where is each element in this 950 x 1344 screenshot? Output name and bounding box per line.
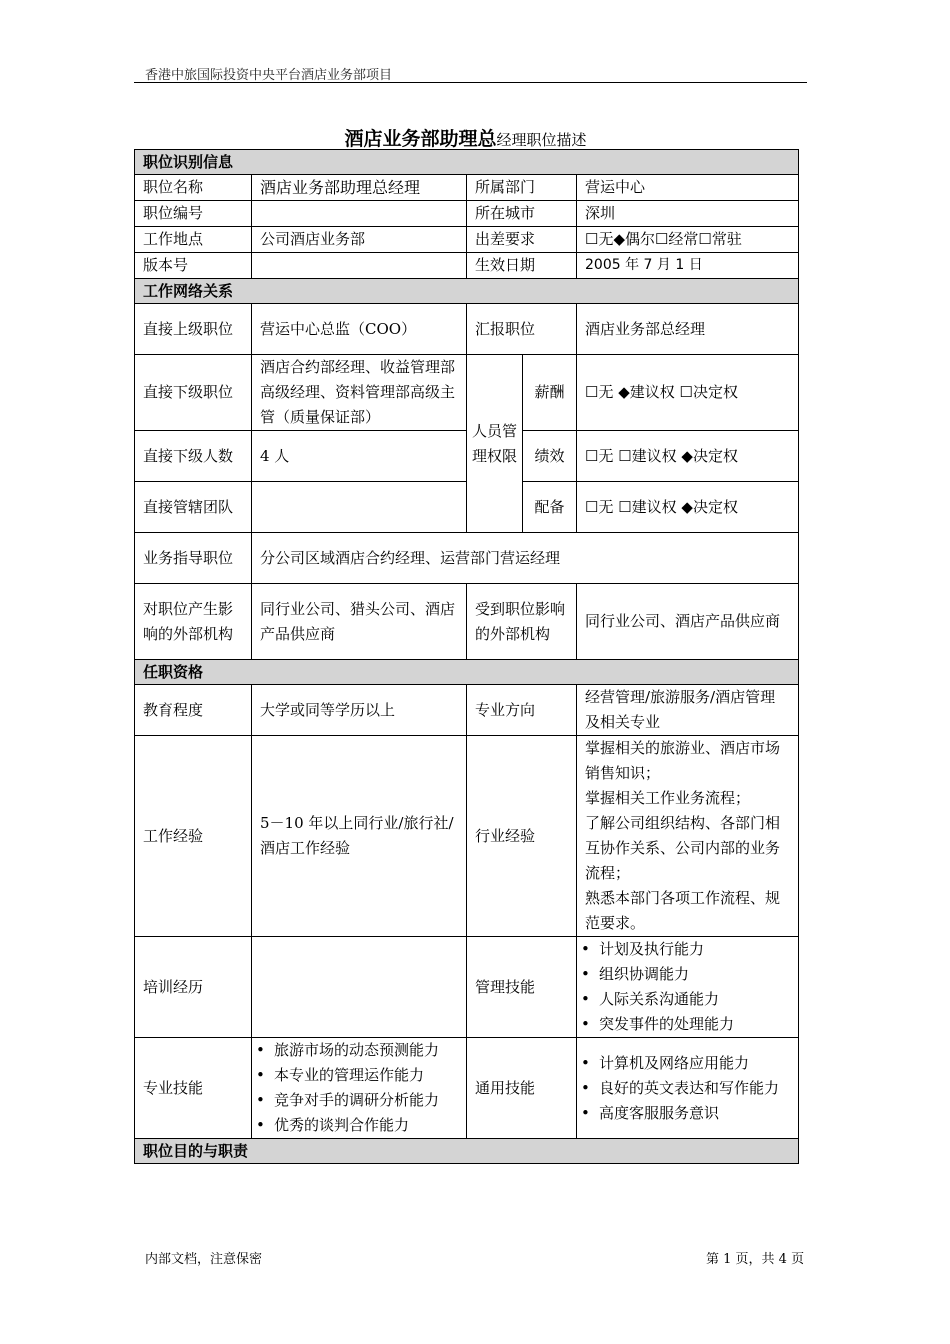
value-salary: ☐无 ◆建议权 ☐决定权 — [577, 355, 799, 431]
label-report-to: 汇报职位 — [467, 304, 577, 355]
label-work-experience: 工作经验 — [135, 736, 252, 937]
list-item: • 计算机及网络应用能力 — [581, 1051, 790, 1076]
title-normal: 经理职位描述 — [496, 131, 587, 149]
value-work-location: 公司酒店业务部 — [252, 227, 467, 253]
label-direct-subordinate: 直接下级职位 — [135, 355, 252, 431]
list-item: • 竞争对手的调研分析能力 — [256, 1088, 458, 1113]
footer-confidential: 内部文档，注意保密 — [145, 1252, 263, 1267]
document-title — [134, 124, 797, 151]
list-item: • 本专业的管理运作能力 — [256, 1063, 458, 1088]
label-effective-date: 生效日期 — [467, 253, 577, 279]
industry-experience-line: 熟悉本部门各项工作流程、规范要求。 — [585, 889, 781, 932]
value-version — [252, 253, 467, 279]
label-department: 所属部门 — [467, 175, 577, 201]
page-header: 香港中旅国际投资中央平台酒店业务部项目 — [145, 68, 393, 83]
label-performance: 绩效 — [523, 431, 577, 482]
industry-experience-line: 掌握相关工作业务流程； — [585, 789, 751, 807]
section-title-network: 工作网络关系 — [135, 279, 799, 304]
title-bold: 酒店业务部助理总 — [344, 128, 497, 150]
value-industry-experience — [577, 736, 799, 937]
value-job-number — [252, 201, 467, 227]
label-job-title: 职位名称 — [135, 175, 252, 201]
value-subordinate-count: 4 人 — [252, 431, 467, 482]
label-major: 专业方向 — [467, 685, 577, 736]
label-travel-requirement: 出差要求 — [467, 227, 577, 253]
value-education: 大学或同等学历以上 — [252, 685, 467, 736]
list-item: • 人际关系沟通能力 — [581, 987, 790, 1012]
value-department: 营运中心 — [577, 175, 799, 201]
label-staffing: 配备 — [523, 482, 577, 533]
label-business-guidance: 业务指导职位 — [135, 533, 252, 584]
value-direct-superior: 营运中心总监（COO） — [252, 304, 467, 355]
label-job-number: 职位编号 — [135, 201, 252, 227]
value-business-guidance: 分公司区域酒店合约经理、运营部门营运经理 — [252, 533, 799, 584]
value-external-influenced: 同行业公司、酒店产品供应商 — [577, 584, 799, 660]
value-performance: ☐无 ☐建议权 ◆决定权 — [577, 431, 799, 482]
value-effective-date: 2005 年 7 月 1 日 — [577, 253, 799, 279]
job-description-table — [134, 149, 799, 1164]
value-management-skills — [577, 937, 799, 1038]
list-item: • 计划及执行能力 — [581, 937, 790, 962]
label-general-skills: 通用技能 — [467, 1038, 577, 1139]
section-title-identification: 职位识别信息 — [135, 150, 799, 175]
list-item: • 突发事件的处理能力 — [581, 1012, 790, 1037]
list-item: • 良好的英文表达和写作能力 — [581, 1076, 790, 1101]
section-title-purpose-duties: 职位目的与职责 — [135, 1139, 799, 1164]
section-title-qualifications: 任职资格 — [135, 660, 799, 685]
value-work-experience: 5－10 年以上同行业/旅行社/酒店工作经验 — [252, 736, 467, 937]
value-job-title: 酒店业务部助理总经理 — [252, 175, 467, 201]
label-training: 培训经历 — [135, 937, 252, 1038]
value-major: 经营管理/旅游服务/酒店管理及相关专业 — [577, 685, 799, 736]
label-direct-superior: 直接上级职位 — [135, 304, 252, 355]
label-subordinate-count: 直接下级人数 — [135, 431, 252, 482]
label-team: 直接管辖团队 — [135, 482, 252, 533]
list-item: • 组织协调能力 — [581, 962, 790, 987]
value-direct-subordinate: 酒店合约部经理、收益管理部高级经理、资料管理部高级主管（质量保证部） — [252, 355, 467, 431]
label-education: 教育程度 — [135, 685, 252, 736]
value-team — [252, 482, 467, 533]
label-city: 所在城市 — [467, 201, 577, 227]
value-staffing: ☐无 ☐建议权 ◆决定权 — [577, 482, 799, 533]
label-external-influenced: 受到职位影响的外部机构 — [467, 584, 577, 660]
label-industry-experience: 行业经验 — [467, 736, 577, 937]
label-professional-skills: 专业技能 — [135, 1038, 252, 1139]
value-training — [252, 937, 467, 1038]
value-city: 深圳 — [577, 201, 799, 227]
value-external-influencers: 同行业公司、猎头公司、酒店产品供应商 — [252, 584, 467, 660]
value-general-skills — [577, 1038, 799, 1139]
list-item: • 高度客服服务意识 — [581, 1101, 790, 1126]
footer-page-number: 第 1 页，共 4 页 — [706, 1252, 805, 1267]
label-external-influencers: 对职位产生影响的外部机构 — [135, 584, 252, 660]
industry-experience-line: 掌握相关的旅游业、酒店市场销售知识； — [585, 739, 781, 782]
list-item: • 旅游市场的动态预测能力 — [256, 1038, 458, 1063]
value-travel-requirement: ☐无◆偶尔☐经常☐常驻 — [577, 227, 799, 253]
value-professional-skills — [252, 1038, 467, 1139]
header-rule — [134, 82, 807, 83]
label-salary: 薪酬 — [523, 355, 577, 431]
label-version: 版本号 — [135, 253, 252, 279]
label-personnel-authority: 人员管理权限 — [467, 355, 523, 533]
industry-experience-line: 了解公司组织结构、各部门相互协作关系、公司内部的业务流程； — [585, 814, 781, 882]
value-report-to: 酒店业务部总经理 — [577, 304, 799, 355]
list-item: • 优秀的谈判合作能力 — [256, 1113, 458, 1138]
label-management-skills: 管理技能 — [467, 937, 577, 1038]
label-work-location: 工作地点 — [135, 227, 252, 253]
